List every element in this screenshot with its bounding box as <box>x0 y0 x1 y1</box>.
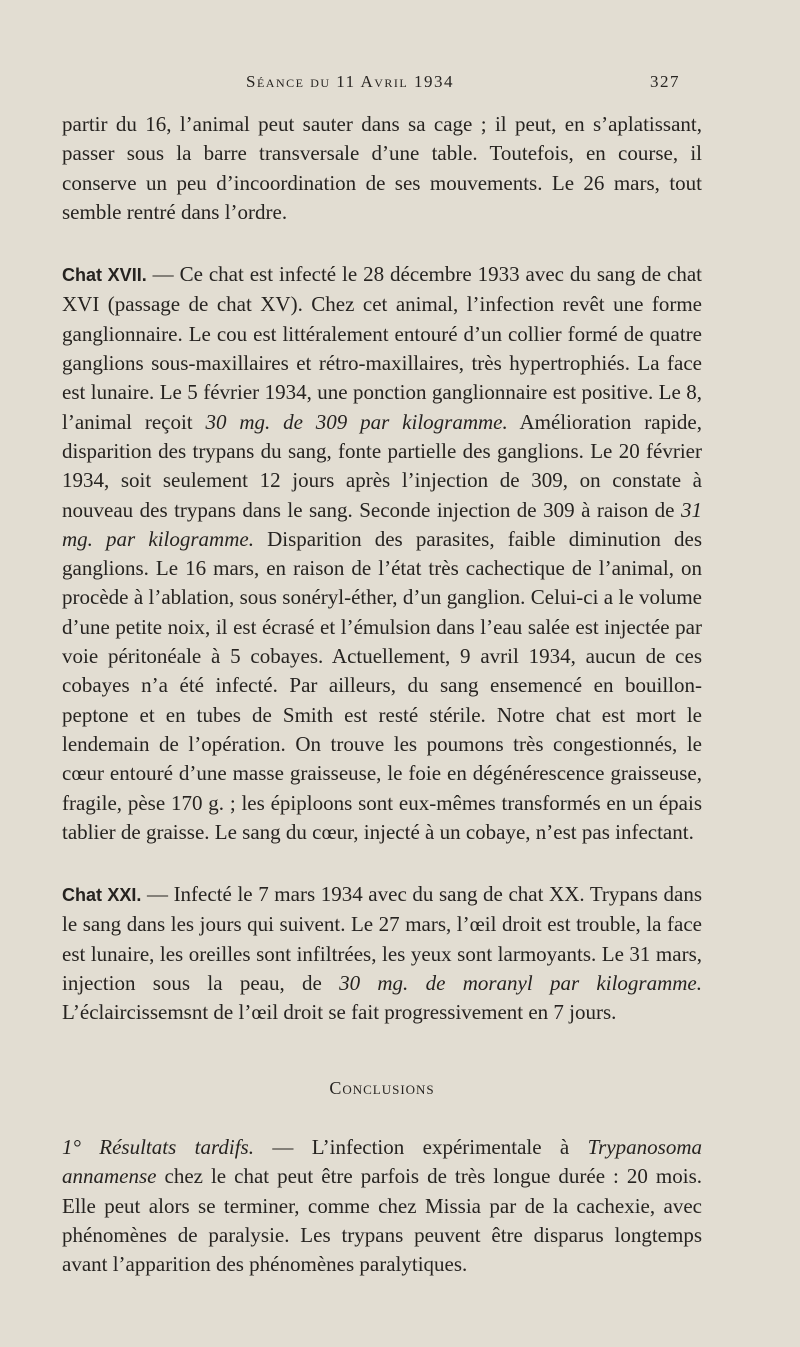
chat-xvii-text-1: — Ce chat est infecté le 28 décembre 1933 avec du sang de chat XVI (passage de chat XV). Chez cet animal, l’infection revêt une forme ganglionnaire. Le cou est littéralement entouré d’un collier formé de quatre ganglions sous-maxillaires et rétro-maxillaires, très hypertrophiés. La face est lunaire. Le 5 février 1934, une ponction ganglionnaire est positive. Le 8, l’animal reçoit <box>62 262 703 434</box>
conclusion-1-text-1: — L’infection expérimentale à <box>253 1134 588 1159</box>
paragraph-chat-xxi <box>62 880 702 1027</box>
chat-xvii-text-2: Amélioration rapide, disparition des trypans du sang, fonte partielle des ganglions. Le 20 février 1934, soit seulement 12 jours après l’injection de 309, on constate à nouveau des trypans dans le sang. Seconde injection de 309 à raison de <box>62 409 702 522</box>
article-body <box>62 110 702 1279</box>
paragraph-conclusion-1 <box>62 1133 702 1279</box>
paragraph-chat-xvii <box>62 260 702 847</box>
running-title: Séance du 11 Avril 1934 <box>246 72 454 91</box>
conclusions-heading: Conclusions <box>329 1077 435 1098</box>
chat-xvii-dose-2: 31 mg. par kilogramme. <box>62 497 702 551</box>
chat-xvii-text-3: Disparition des parasites, faible diminution des ganglions. Le 16 mars, en raison de l’état très cachectique de l’animal, on procède à l’ablation, sous sonéryl-éther, d’un ganglion. Celui-ci a le volume d’une petite noix, il est écrasé et l’émulsion dans l’eau salée est injectée par voie péritonéale à 5 cobayes. Actuellement, 9 avril 1934, aucun de ces cobayes n’a été infecté. Par ailleurs, du sang ensemencé en bouillon-peptone et en tubes de Smith est resté stérile. Notre chat est mort le lendemain de l’opération. On trouve les poumons très congestionnés, le cœur entouré d’une masse graisseuse, le foie en dégénérescence graisseuse, fragile, pèse 170 g. ; les épiploons sont eux-mêmes transformés en un épais tablier de graisse. Le sang du cœur, injecté à un cobaye, n’est pas infectant. <box>62 526 703 844</box>
page-number: 327 <box>650 72 680 91</box>
chat-xvii-dose-1: 30 mg. de 309 par kilogramme. <box>205 409 508 434</box>
conclusion-1-text-2: chez le chat peut être parfois de très longue durée : 20 mois. Elle peut alors se terminer, comme chez Missia par de la cachexie, avec phénomènes de paralysie. Les trypans peuvent être disparus longtemps avant l’apparition des phénomènes paralytiques. <box>62 1164 702 1277</box>
chat-xxi-text-2: L’éclaircissemsnt de l’œil droit se fait progressivement en 7 jours. <box>62 1000 617 1025</box>
case-label-chat-xvii: Chat XVII. <box>62 265 147 286</box>
conclusion-1-label: 1° Résultats tardifs. <box>62 1134 254 1159</box>
chat-xxi-text-1: — Infecté le 7 mars 1934 avec du sang de chat XX. Trypans dans le sang dans les jours qui suivent. Le 27 mars, l’œil droit est trouble, la face est lunaire, les oreilles sont infiltrées, les yeux sont larmoyants. Le 31 mars, injection sous la peau, de <box>62 882 702 996</box>
conclusion-1-species: Trypanosoma annamense <box>62 1134 702 1189</box>
chat-xxi-dose: 30 mg. de moranyl par kilogramme. <box>339 971 702 996</box>
paragraph-continuation: partir du 16, l’animal peut sauter dans sa cage ; il peut, en s’aplatissant, passer sous la barre transversale d’une table. Toutefois, en course, il conserve un peu d’incoordination de ses mouvements. Le 26 mars, tout semble rentré dans l’ordre. <box>62 112 702 224</box>
case-label-chat-xxi: Chat XXI. <box>62 885 142 906</box>
